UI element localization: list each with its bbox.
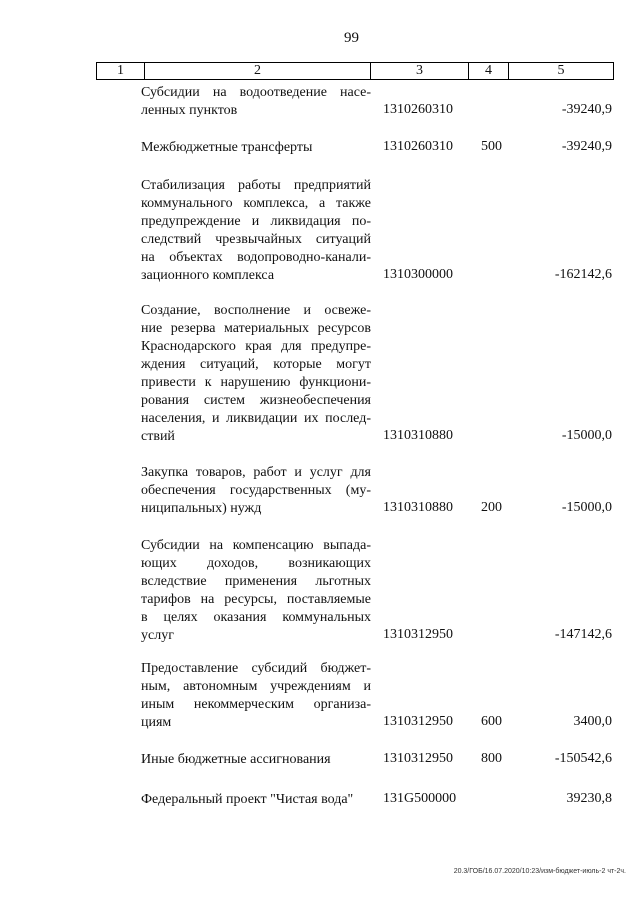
description-line: привести к нарушению функциони- bbox=[141, 375, 371, 390]
header-col-2: 2 bbox=[145, 63, 371, 79]
header-col-1: 1 bbox=[97, 63, 145, 79]
row-description bbox=[141, 302, 371, 446]
description-line: Создание, восполнение и освеже- bbox=[141, 303, 371, 318]
row-code: 1310260310 bbox=[383, 139, 453, 154]
row-description bbox=[141, 177, 371, 285]
description-line: зационного комплекса bbox=[141, 268, 275, 283]
description-line: циям bbox=[141, 715, 172, 730]
description-line: вследствие применения льготных bbox=[141, 574, 371, 589]
description-line: в целях оказания коммунальных bbox=[141, 610, 371, 625]
row-description bbox=[141, 751, 371, 769]
row-amount: -15000,0 bbox=[561, 428, 612, 443]
row-amount: -162142,6 bbox=[554, 267, 612, 282]
description-line: Межбюджетные трансферты bbox=[141, 140, 313, 155]
row-expense-type: 800 bbox=[481, 751, 502, 766]
description-line: ным, автономным учреждениям и bbox=[141, 679, 371, 694]
description-line: Субсидии на компенсацию выпада- bbox=[141, 538, 371, 553]
description-line: Предоставление субсидий бюджет- bbox=[141, 661, 371, 676]
row-amount: -39240,9 bbox=[561, 139, 612, 154]
row-description bbox=[141, 464, 371, 518]
row-expense-type: 500 bbox=[481, 139, 502, 154]
row-description bbox=[141, 84, 371, 120]
row-code: 1310312950 bbox=[383, 751, 453, 766]
footer-doc-id: 20.3/ГОБ/16.07.2020/10:23/изм-бюджет-июль-2 чт-2ч. bbox=[453, 868, 626, 875]
row-amount: -147142,6 bbox=[554, 627, 612, 642]
description-line: услуг bbox=[141, 628, 174, 643]
row-code: 1310310880 bbox=[383, 428, 453, 443]
description-line: коммунального комплекса, а также bbox=[141, 196, 371, 211]
description-line: иным некоммерческим организа- bbox=[141, 697, 371, 712]
row-expense-type: 200 bbox=[481, 500, 502, 515]
description-line: тарифов на ресурсы, поставляемые bbox=[141, 592, 371, 607]
description-line: ленных пунктов bbox=[141, 103, 238, 118]
description-line: обеспечения государственных (му- bbox=[141, 483, 371, 498]
description-line: ющих доходов, возникающих bbox=[141, 556, 371, 571]
row-amount: -150542,6 bbox=[554, 751, 612, 766]
table-header bbox=[96, 62, 614, 80]
header-col-4: 4 bbox=[469, 63, 509, 79]
description-line: ствий bbox=[141, 429, 175, 444]
description-line: ниципальных) нужд bbox=[141, 501, 262, 516]
description-line: населения, и ликвидации их послед- bbox=[141, 411, 371, 426]
row-description bbox=[141, 139, 371, 157]
description-line: рования систем жизнеобеспечения bbox=[141, 393, 371, 408]
row-code: 1310310880 bbox=[383, 500, 453, 515]
description-line: Иные бюджетные ассигнования bbox=[141, 752, 331, 767]
row-code: 131G500000 bbox=[383, 791, 457, 806]
row-code: 1310312950 bbox=[383, 627, 453, 642]
row-amount: -39240,9 bbox=[561, 102, 612, 117]
description-line: Краснодарского края для предупре- bbox=[141, 339, 371, 354]
row-amount: 3400,0 bbox=[573, 714, 612, 729]
description-line: Федеральный проект "Чистая вода" bbox=[141, 792, 354, 807]
row-description bbox=[141, 660, 371, 732]
description-line: Субсидии на водоотведение насе- bbox=[141, 85, 371, 100]
row-amount: 39230,8 bbox=[566, 791, 612, 806]
header-col-3: 3 bbox=[371, 63, 469, 79]
description-line: Закупка товаров, работ и услуг для bbox=[141, 465, 371, 480]
row-description bbox=[141, 791, 371, 809]
page-number: 99 bbox=[344, 30, 359, 46]
description-line: ждения ситуаций, которые могут bbox=[141, 357, 371, 372]
row-code: 1310300000 bbox=[383, 267, 453, 282]
header-col-5: 5 bbox=[557, 63, 565, 78]
description-line: ние резерва материальных ресурсов bbox=[141, 321, 371, 336]
row-code: 1310260310 bbox=[383, 102, 453, 117]
description-line: Стабилизация работы предприятий bbox=[141, 178, 371, 193]
row-amount: -15000,0 bbox=[561, 500, 612, 515]
description-line: следствий чрезвычайных ситуаций bbox=[141, 232, 371, 247]
description-line: предупреждение и ликвидация по- bbox=[141, 214, 371, 229]
row-description bbox=[141, 537, 371, 645]
row-expense-type: 600 bbox=[481, 714, 502, 729]
row-code: 1310312950 bbox=[383, 714, 453, 729]
description-line: на объектах водопроводно-канали- bbox=[141, 250, 371, 265]
